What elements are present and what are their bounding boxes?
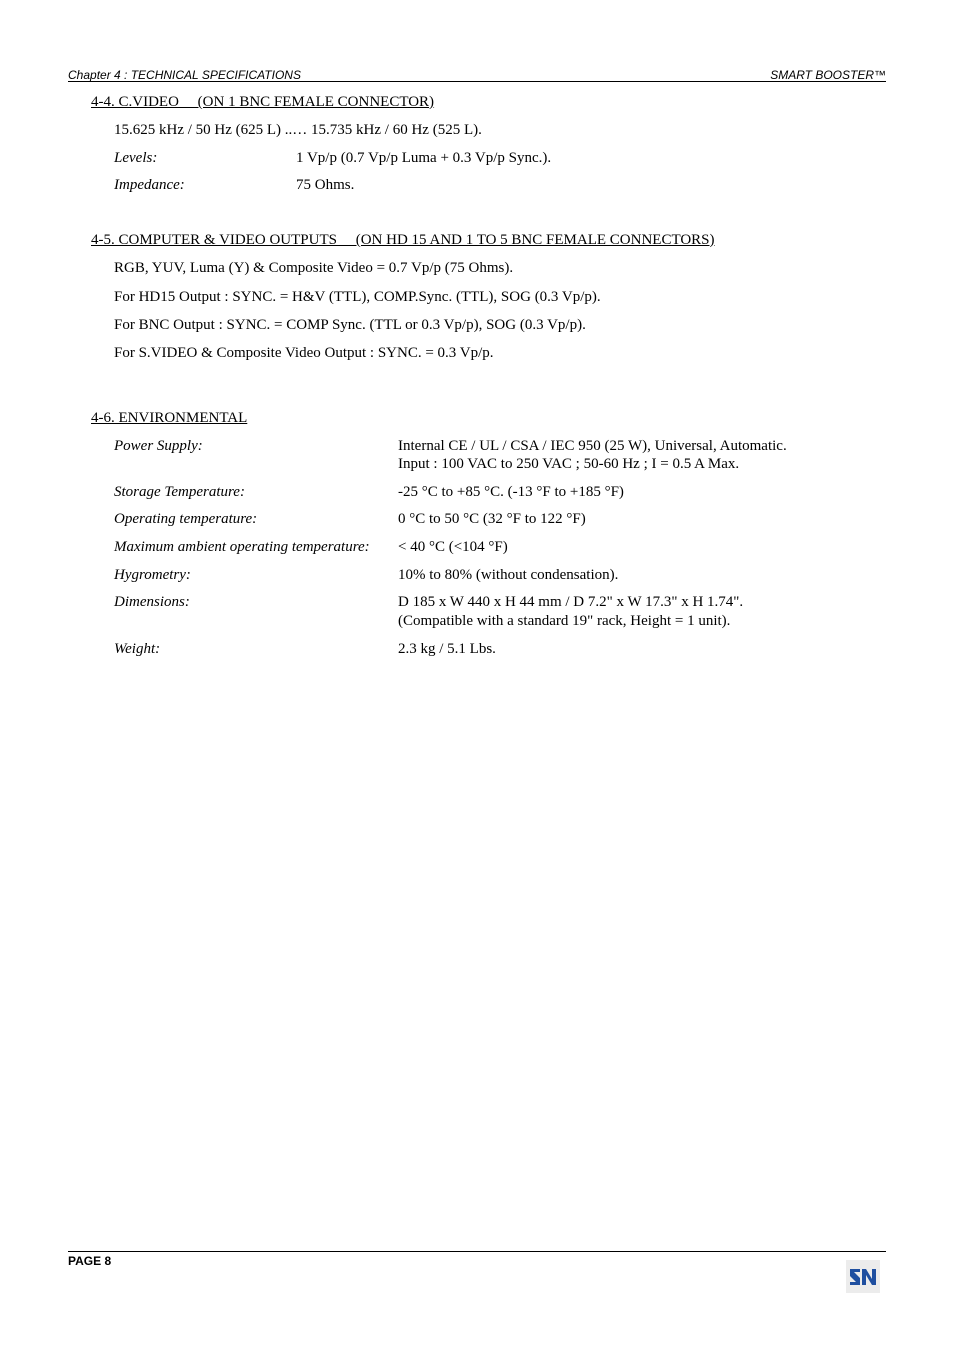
outputs-line: For HD15 Output : SYNC. = H&V (TTL), COMP.Sync. (TTL), SOG (0.3 Vp/p). [114, 289, 601, 305]
page-number: PAGE 8 [68, 1254, 112, 1268]
env-label: Hygrometry: [114, 567, 191, 583]
env-label: Storage Temperature: [114, 484, 245, 500]
brand-logo-icon [846, 1260, 880, 1293]
env-label: Weight: [114, 641, 161, 657]
section-title-cvideo: 4-4. C.VIDEO (ON 1 BNC FEMALE CONNECTOR) [91, 94, 435, 110]
env-value: D 185 x W 440 x H 44 mm / D 7.2" x W 17.3" x H 1.74". [398, 594, 744, 610]
env-value-line2: Input : 100 VAC to 250 VAC ; 50-60 Hz ; I = 0.5 A Max. [398, 456, 740, 472]
env-value-line2: (Compatible with a standard 19" rack, Height = 1 unit). [398, 613, 731, 629]
env-value: 0 °C to 50 °C (32 °F to 122 °F) [398, 511, 586, 527]
cvideo-frequency: 15.625 kHz / 50 Hz (625 L) ..… 15.735 kHz / 60 Hz (525 L). [114, 122, 482, 138]
outputs-line: For BNC Output : SYNC. = COMP Sync. (TTL or 0.3 Vp/p), SOG (0.3 Vp/p). [114, 317, 586, 333]
footer-rule [68, 1251, 886, 1252]
header-rule [68, 81, 886, 82]
env-label: Dimensions: [114, 594, 190, 610]
env-value: 2.3 kg / 5.1 Lbs. [398, 641, 496, 657]
cvideo-levels-value: 1 Vp/p (0.7 Vp/p Luma + 0.3 Vp/p Sync.). [296, 150, 552, 166]
env-value: < 40 °C (<104 °F) [398, 539, 508, 555]
env-label: Maximum ambient operating temperature: [114, 539, 370, 555]
section-title-environmental: 4-6. ENVIRONMENTAL [91, 410, 248, 426]
env-value: -25 °C to +85 °C. (-13 °F to +185 °F) [398, 484, 624, 500]
cvideo-impedance-value: 75 Ohms. [296, 177, 355, 193]
header-product: SMART BOOSTER™ [770, 68, 886, 82]
section-title-outputs: 4-5. COMPUTER & VIDEO OUTPUTS (ON HD 15 AND 1 TO 5 BNC FEMALE CONNECTORS) [91, 232, 715, 248]
env-value: Internal CE / UL / CSA / IEC 950 (25 W), Universal, Automatic. [398, 438, 787, 454]
env-label: Power Supply: [114, 438, 203, 454]
cvideo-levels-label: Levels: [114, 150, 158, 166]
header-chapter: Chapter 4 : TECHNICAL SPECIFICATIONS [68, 68, 301, 82]
cvideo-impedance-label: Impedance: [114, 177, 185, 193]
env-value: 10% to 80% (without condensation). [398, 567, 619, 583]
env-label: Operating temperature: [114, 511, 258, 527]
outputs-line: For S.VIDEO & Composite Video Output : SYNC. = 0.3 Vp/p. [114, 345, 494, 361]
outputs-line: RGB, YUV, Luma (Y) & Composite Video = 0.7 Vp/p (75 Ohms). [114, 260, 514, 276]
